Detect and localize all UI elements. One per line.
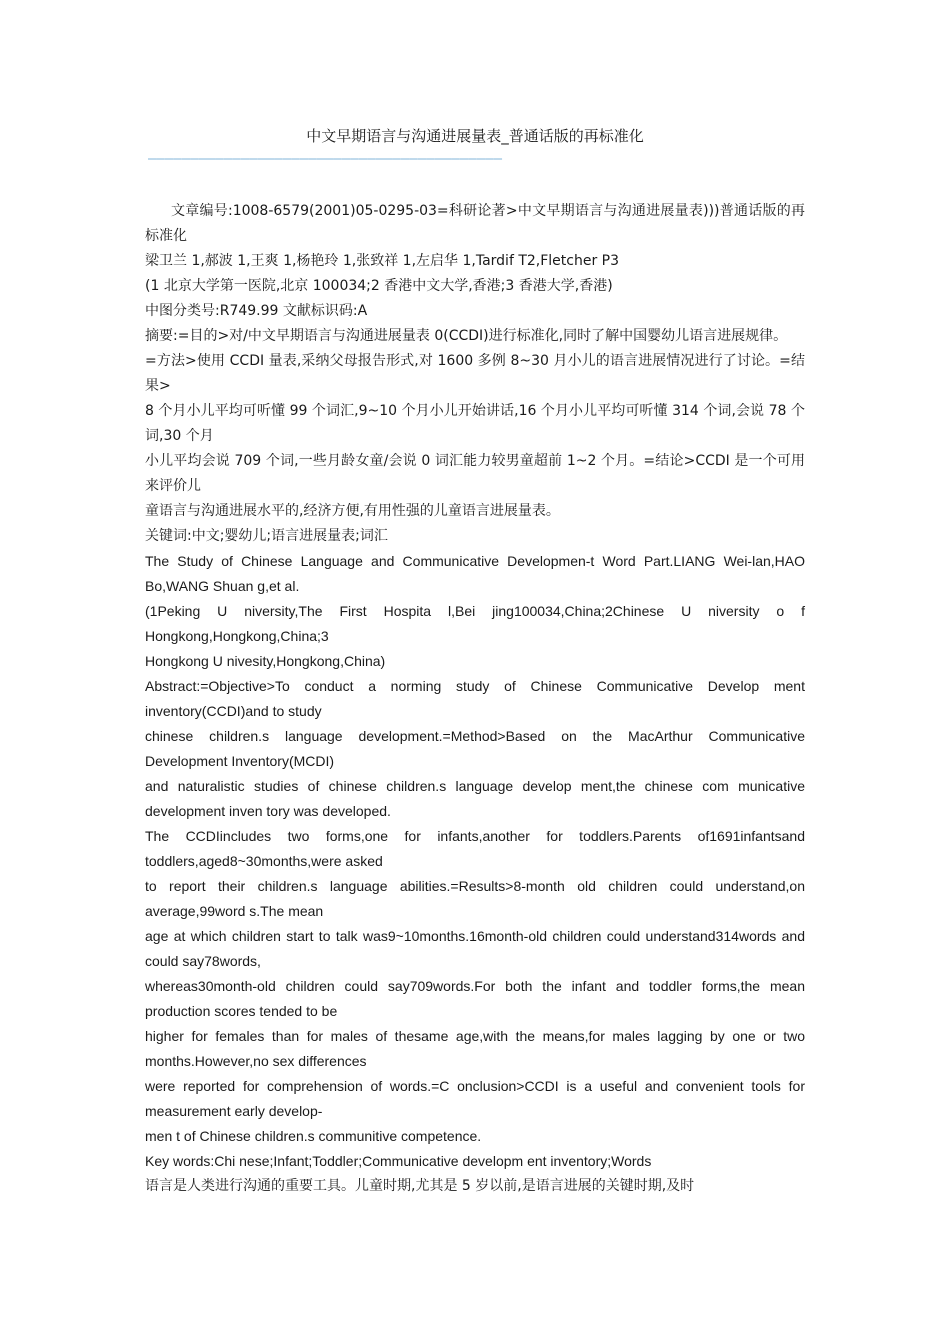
document-title: 中文早期语言与沟通进展量表_普通话版的再标准化 xyxy=(306,127,644,145)
english-affiliations-2: Hongkong U nivesity,Hongkong,China) xyxy=(145,653,386,669)
english-affiliations-1: (1Peking U niversity,The First Hospita l,Bei jing100034,China;2Chinese U niversity o f Hongkong,Hongkong,China;3 xyxy=(145,603,805,644)
abstract-en-9: were reported for comprehension of words.=C onclusion>CCDI is a useful and convenient tools for measurement early develop- xyxy=(145,1078,805,1119)
abstract-cn-objective: 摘要:=目的>对/中文早期语言与沟通进展量表 0(CCDI)进行标准化,同时了解中国婴幼儿语言进展规律。 xyxy=(145,328,788,344)
abstract-en-5: to report their children.s language abilities.=Results>8-month old children could understand,on average,99word s.The mean xyxy=(145,878,805,919)
abstract-en-4: The CCDIincludes two forms,one for infants,another for toddlers.Parents of1691infantsand toddlers,aged8~30months,were asked xyxy=(145,828,805,869)
abstract-cn-results-2: 小儿平均会说 709 个词,一些月龄女童/会说 0 词汇能力较男童超前 1~2 个月。=结论>CCDI 是一个可用来评价儿 xyxy=(145,453,805,494)
abstract-en-3: and naturalistic studies of chinese children.s language develop ment,the chinese com municative development inven tory was developed. xyxy=(145,778,805,819)
abstract-en-1: Abstract:=Objective>To conduct a norming study of Chinese Communicative Develop ment inventory(CCDI)and to study xyxy=(145,678,805,719)
abstract-en-6: age at which children start to talk was9~10months.16month-old children could understand314words and could say78words, xyxy=(145,928,805,969)
abstract-cn-conclusion: 童语言与沟通进展水平的,经济方便,有用性强的儿童语言进展量表。 xyxy=(145,503,560,519)
english-title-line: The Study of Chinese Language and Communicative Developmen-t Word Part.LIANG Wei-lan,HAO Bo,WANG Shuan g,et al. xyxy=(145,553,805,594)
title-divider: —————————————————————————————————————————— xyxy=(148,151,503,167)
authors-line: 梁卫兰 1,郝波 1,王爽 1,杨艳玲 1,张致祥 1,左启华 1,Tardif T2,Fletcher P3 xyxy=(145,253,620,269)
article-number-paragraph: 文章编号:1008-6579(2001)05-0295-03=科研论著>中文早期语言与沟通进展量表)))普通话版的再标准化 xyxy=(145,203,805,244)
abstract-cn-method: =方法>使用 CCDI 量表,采纳父母报告形式,对 1600 多例 8~30 月小儿的语言进展情况进行了讨论。=结果> xyxy=(145,353,805,394)
intro-paragraph: 语言是人类进行沟通的重要工具。儿童时期,尤其是 5 岁以前,是语言进展的关键时期,及时 xyxy=(145,1178,695,1194)
keywords-cn: 关键词:中文;婴幼儿;语言进展量表;词汇 xyxy=(145,528,388,544)
abstract-cn-results-1: 8 个月小儿平均可听懂 99 个词汇,9~10 个月小儿开始讲话,16 个月小儿平均可听懂 314 个词,会说 78 个词,30 个月 xyxy=(145,403,805,444)
abstract-en-2: chinese children.s language development.=Method>Based on the MacArthur Communicative Development Inventory(MCDI) xyxy=(145,728,805,769)
abstract-en-7: whereas30month-old children could say709words.For both the infant and toddler forms,the mean production scores tended to be xyxy=(145,978,805,1019)
affiliations-line: (1 北京大学第一医院,北京 100034;2 香港中文大学,香港;3 香港大学,香港) xyxy=(145,278,613,294)
keywords-en: Key words:Chi nese;Infant;Toddler;Communicative developm ent inventory;Words xyxy=(145,1153,652,1169)
classification-line: 中图分类号:R749.99 文献标识码:A xyxy=(145,303,368,319)
abstract-en-10: men t of Chinese children.s communitive competence. xyxy=(145,1128,482,1144)
abstract-en-8: higher for females than for males of thesame age,with the means,for males lagging by one or two months.However,no sex differences xyxy=(145,1028,805,1069)
document-body xyxy=(145,199,805,1199)
